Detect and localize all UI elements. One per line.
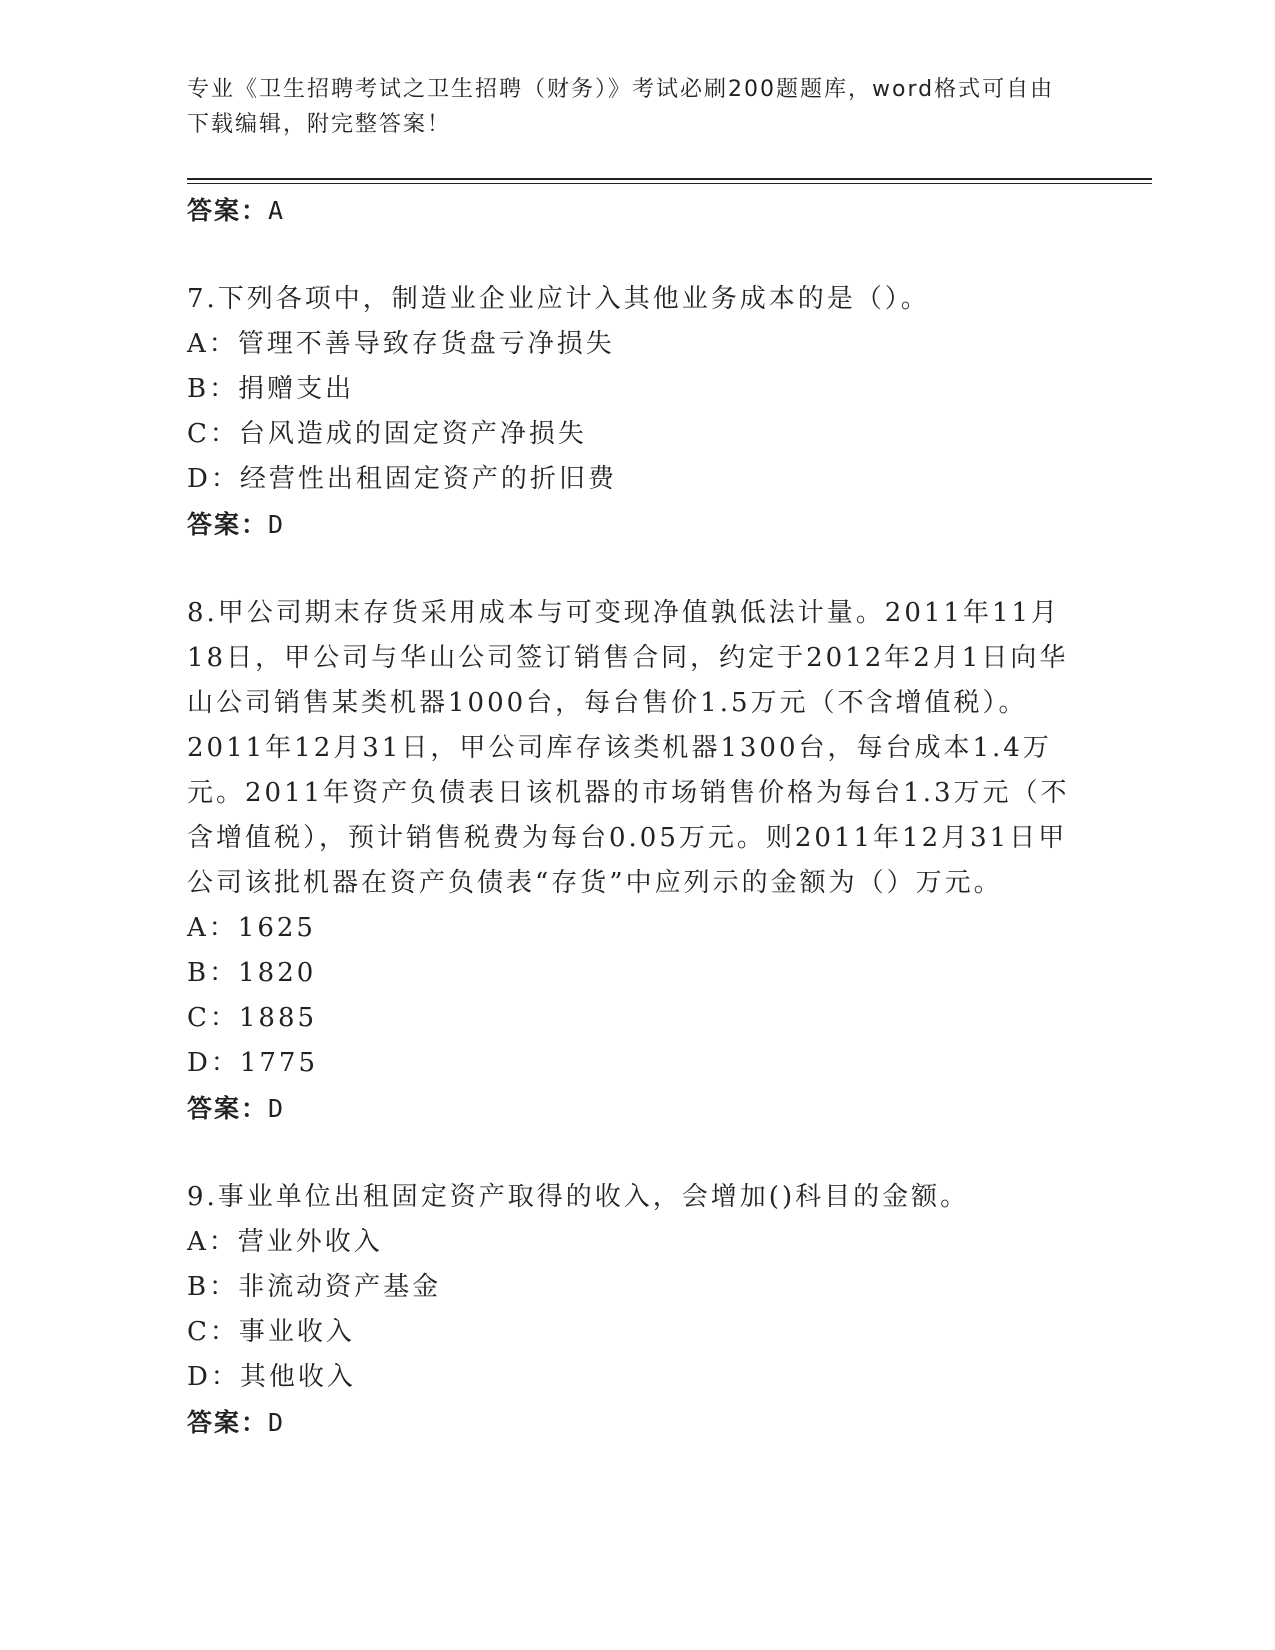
answer-label: 答案： — [187, 1408, 269, 1437]
question-text: 7.下列各项中，制造业企业应计入其他业务成本的是（）。 — [187, 284, 930, 314]
option-d: D：经营性出租固定资产的折旧费 — [187, 464, 617, 494]
answer-label: 答案： — [187, 1094, 269, 1123]
answer-label: 答案： — [187, 510, 269, 539]
question-text: 8.甲公司期末存货采用成本与可变现净值孰低法计量。2011年11月18日，甲公司与华山公司签订销售合同，约定于2012年2月1日向华山公司销售某类机器1000台，每台售价1.5万元（不含增值税）。2011年12月31日，甲公司库存该类机器1300台，每台成本1.4万元。2011年资产负债表日该机器的市场销售价格为每台1.3万元（不含增值税），预计销售税费为每台0.05万元。则2011年12月31日甲公司该批机器在资产负债表“存货”中应列示的金额为（）万元。 — [187, 598, 1070, 898]
question-block — [187, 1175, 1087, 1445]
answer-label: 答案： — [187, 196, 269, 225]
option-c: C：1885 — [187, 1003, 318, 1033]
header-rule-thick — [187, 178, 1152, 180]
option-c: C：事业收入 — [187, 1317, 355, 1347]
option-a: A：营业外收入 — [187, 1227, 383, 1257]
question-block — [187, 591, 1087, 1131]
option-d: D：1775 — [187, 1048, 319, 1078]
answer-line — [187, 1086, 1087, 1131]
option-b: B：1820 — [187, 958, 317, 988]
option-b: B：非流动资产基金 — [187, 1272, 442, 1302]
answer-line — [187, 1400, 1087, 1445]
answer-line — [187, 188, 1087, 233]
answer-value: D — [268, 510, 286, 539]
option-c: C：台风造成的固定资产净损失 — [187, 419, 587, 449]
option-d: D：其他收入 — [187, 1362, 356, 1392]
document-body — [187, 188, 1087, 1445]
option-a: A：1625 — [187, 913, 316, 943]
answer-line — [187, 502, 1087, 547]
answer-value: A — [268, 196, 286, 225]
answer-value: D — [268, 1094, 286, 1123]
question-block — [187, 277, 1087, 547]
header-rule-thin — [187, 183, 1152, 184]
document-header: 专业《卫生招聘考试之卫生招聘（财务）》考试必刷200题题库，word格式可自由下载编辑，附完整答案！ — [187, 77, 1055, 137]
option-b: B：捐赠支出 — [187, 374, 355, 404]
option-a: A：管理不善导致存货盘亏净损失 — [187, 329, 615, 359]
answer-value: D — [268, 1408, 286, 1437]
question-text: 9.事业单位出租固定资产取得的收入，会增加()科目的金额。 — [187, 1182, 970, 1212]
